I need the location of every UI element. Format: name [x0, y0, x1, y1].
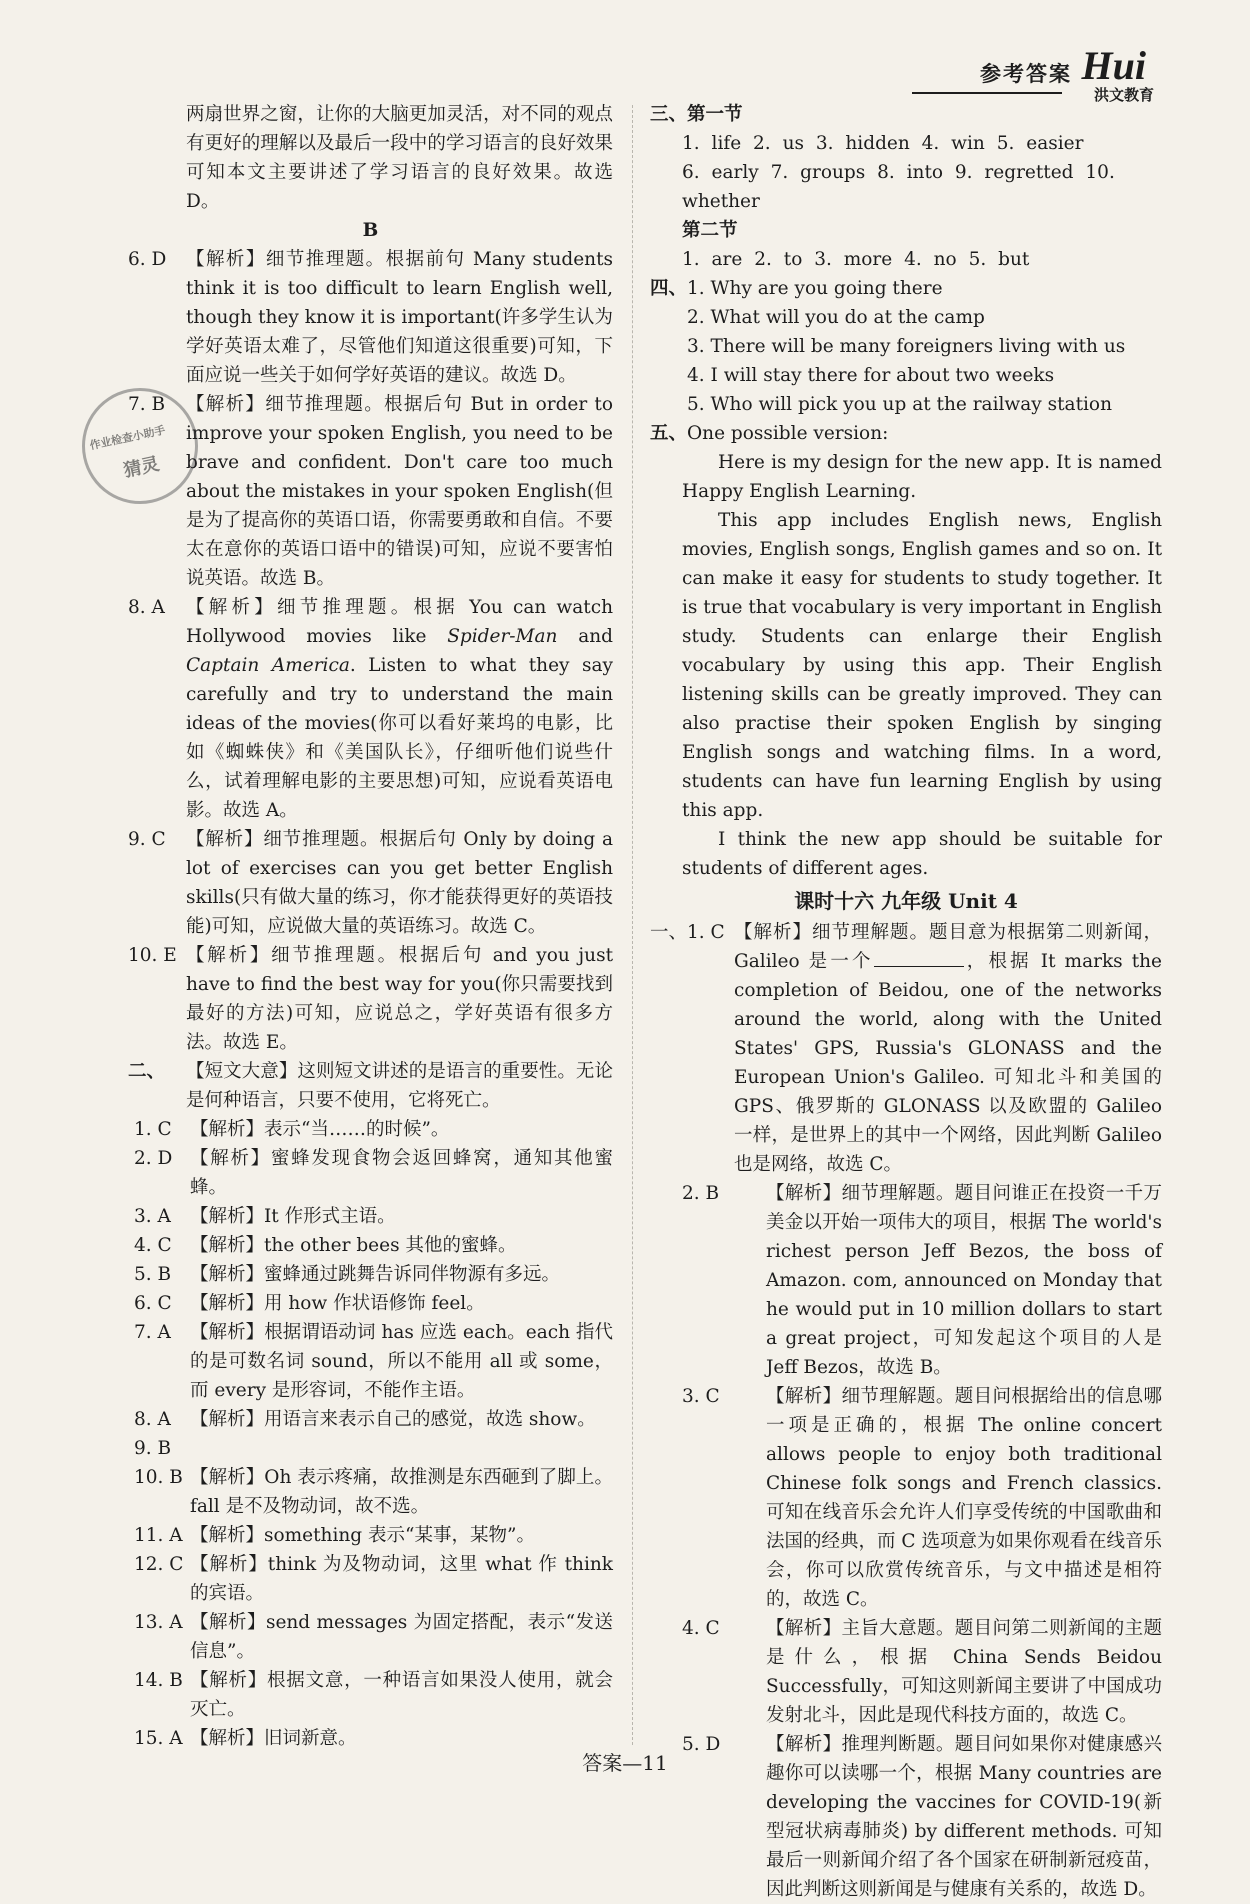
answer-number: 5. B [134, 1264, 172, 1285]
answer-number: 3. C [682, 1386, 720, 1407]
section-4-sentence: 2. What will you do at the camp [687, 307, 985, 328]
answer-number: 15. A [134, 1728, 183, 1749]
reference-answer-title: 参考答案 [980, 61, 1072, 86]
section-4-label: 四、 [650, 278, 688, 299]
cloze-answer-item [128, 1608, 613, 1666]
answer-number: 5. D [682, 1734, 721, 1755]
answer-number: 12. C [134, 1554, 184, 1575]
essay-paragraph-2: This app includes English news, English movies, English songs, English games and so on. It can make it easy for students to study together. It is true that vocabulary is very important in English study. Students can enlarge their English vocabulary by using this app. Their English listening skills can be greatly improved. They can also practise their spoken English by singing English songs and watching films. In a word, students can have fun learning English by using this app. [682, 510, 1162, 821]
section-b-heading: B [362, 220, 379, 241]
answer-explanation: 【解析】think 为及物动词，这里 what 作 think 的宾语。 [190, 1554, 613, 1604]
column-divider [632, 105, 633, 1745]
answer-number: 7. A [134, 1322, 171, 1343]
answer-explanation: 【解析】细节理解题。题目问根据给出的信息哪一项是正确的，根据 The online concert allows people to enjoy both traditional Chinese folk songs and French classics. 可知在线音乐会允许人们享受传统的中国歌曲和法国的经典，而 C 选项意为如果你观看在线音乐会，你可以欣赏传统音乐，与文中描述是相符的，故选 C。 [766, 1386, 1162, 1610]
cloze-answer-item [128, 1550, 613, 1608]
section-5-label: 五、 [650, 423, 688, 444]
q8-text-b: . Listen to what they say carefully and try to understand the main ideas of the movies(你可以看好莱坞的电影，比如《蜘蛛侠》和《美国队长》，仔细听他们说些什么，试着理解电影的主要思想)可知，应说看英语电影。故选 A。 [186, 655, 613, 821]
section-2-summary [128, 1057, 613, 1115]
answer-explanation: 【解析】细节推理题。根据后句 and you just have to find the best way for you(你只需要找到最好的方法)可知，应说总之，学好英语有很多方法。故选 E。 [186, 945, 613, 1053]
left-column [128, 100, 613, 1753]
answer-number: 6. C [134, 1293, 172, 1314]
answer-number: 7. B [128, 394, 166, 415]
unit-answer-item [650, 918, 1162, 1179]
answer-explanation: 【解析】something 表示“某事，某物”。 [190, 1525, 535, 1546]
answer-number: 13. A [134, 1612, 183, 1633]
cloze-answer-item [128, 1666, 613, 1724]
right-column [650, 100, 1162, 1904]
essay-paragraph-3: I think the new app should be suitable for students of different ages. [682, 829, 1162, 879]
cloze-answer-item [128, 1144, 613, 1202]
section-2-label: 二、 [128, 1061, 166, 1082]
answer-number: 3. A [134, 1206, 171, 1227]
section-3-answers-row1: 1. life 2. us 3. hidden 4. win 5. easier [682, 133, 1084, 154]
answer-explanation: 【解析】根据文意，一种语言如果没人使用，就会灭亡。 [190, 1670, 613, 1720]
movie-title-captain-america: Captain America [186, 655, 350, 676]
answer-explanation [190, 1434, 613, 1463]
answer-number: 2. D [134, 1148, 173, 1169]
answer-explanation: 【解析】推理判断题。题目问如果你对健康感兴趣你可以读哪一个，根据 Many countries are developing the vaccines for COVID-19(新型冠状病毒肺炎) by different methods. 可知最后一则新闻介绍了各个国家在研制新冠疫苗，因此判断这则新闻是与健康有关系的，故选 D。 [766, 1734, 1162, 1900]
cloze-answer-item [128, 1202, 613, 1231]
intro-paragraph: 两扇世界之窗，让你的大脑更加灵活，对不同的观点有更好的理解以及最后一段中的学习语言的良好效果可知本文主要讲述了学习语言的良好效果。故选 D。 [186, 104, 613, 212]
answer-number-text: 1. C [687, 922, 725, 943]
answer-explanation: 【解析】蜜蜂发现食物会返回蜂窝，通知其他蜜蜂。 [190, 1148, 613, 1198]
answer-number: 9. B [134, 1438, 172, 1459]
essay [650, 448, 1162, 883]
answer-explanation: 【解析】细节理解题。题目问谁正在投资一千万美金以开始一项伟大的项目，根据 The world's richest person Jeff Bezos, the boss of Amazon. com, announced on Monday that he would put in 10 million dollars to start a great project，可知发起这个项目的人是 Jeff Bezos，故选 B。 [766, 1183, 1162, 1378]
answer-number: 1. C [134, 1119, 172, 1140]
section-2-summary-text: 【短文大意】这则短文讲述的是语言的重要性。无论是何种语言，只要不使用，它将死亡。 [186, 1061, 613, 1111]
page-header [912, 43, 1172, 104]
cloze-answer-item [128, 1521, 613, 1550]
stamp-text-line2: 猜灵 [121, 453, 162, 482]
cloze-answer-item [128, 1289, 613, 1318]
answer-explanation: 【解析】Oh 表示疼痛，故推测是东西砸到了脚上。fall 是不及物动词，故不选。 [190, 1467, 613, 1517]
answer-number: 4. C [682, 1618, 720, 1639]
answer-item [128, 825, 613, 941]
answer-number: 6. D [128, 249, 167, 270]
answer-explanation: 【解析】细节推理题。根据后句 Only by doing a lot of exercises can you get better English skills(只有做大量的练习，你才能获得更好的英语技能)可知，应说做大量的英语练习。故选 C。 [186, 829, 613, 937]
cloze-answer-item [128, 1115, 613, 1144]
section-1-label: 一、 [650, 922, 688, 943]
answer-explanation: 【解析】根据谓语动词 has 应选 each。each 指代的是可数名词 sound，所以不能用 all 或 some，而 every 是形容词，不能作主语。 [190, 1322, 613, 1401]
brand-logo: Hui [1081, 43, 1146, 88]
section-5 [650, 419, 1162, 448]
answer-number: 4. C [134, 1235, 172, 1256]
cloze-answer-item [128, 1231, 613, 1260]
answer-explanation: 【解析】主旨大意题。题目问第二则新闻的主题是什么，根据 China Sends Beidou Successfully，可知这则新闻主要讲了中国成功发射北斗，因此是现代科技方面的，故选 C。 [766, 1618, 1162, 1726]
answer-explanation [186, 593, 613, 825]
answer-explanation: 【解析】the other bees 其他的蜜蜂。 [190, 1235, 517, 1256]
answer-explanation [734, 918, 1162, 1179]
stamp-text-line1: 作业检查小助手 [88, 423, 167, 453]
unit-answer-item [650, 1382, 1162, 1614]
brand-name: 洪文教育 [1093, 86, 1154, 104]
essay-paragraph-1: Here is my design for the new app. It is named Happy English Learning. [682, 452, 1162, 502]
answer-explanation: 【解析】It 作形式主语。 [190, 1206, 396, 1227]
answer-number: 10. B [134, 1467, 183, 1488]
answer-explanation: 【解析】旧词新意。 [190, 1728, 357, 1749]
section-4-sentence: 1. Why are you going there [687, 278, 943, 299]
answer-item [128, 245, 613, 390]
answer-explanation: 【解析】蜜蜂通过跳舞告诉同伴物源有多远。 [190, 1264, 561, 1285]
answer-explanation: 【解析】细节推理题。根据前句 Many students think it is too difficult to learn English well, though they know it is important(许多学生认为学好英语太难了，尽管他们知道这很重要)可知，下面应说一些关于如何学好英语的建议。故选 D。 [186, 249, 613, 386]
page-footer: 答案—11 [582, 1751, 668, 1775]
cloze-answer-list [128, 1115, 613, 1753]
movie-title-spiderman: Spider-Man [447, 626, 558, 647]
unit-title: 课时十六 九年级 Unit 4 [794, 889, 1018, 913]
section-4-sentence: 4. I will stay there for about two weeks [687, 365, 1055, 386]
answer-item [128, 390, 613, 593]
answer-number: 10. E [128, 945, 177, 966]
section-5-heading: One possible version: [687, 423, 889, 444]
section-3-heading: 三、第一节 [650, 104, 743, 125]
section-3-answers-row3: 1. are 2. to 3. more 4. no 5. but [682, 249, 1030, 270]
q1-text-b: ，根据 It marks the completion of Beidou, one of the networks around the world, along with the United States' GPS, Russia's GLONASS and the European Union's Galileo. 可知北斗和美国的 GPS、俄罗斯的 GLONASS 以及欧盟的 Galileo 一样，是世界上的其中一个网络，因此判断 Galileo 也是网络，故选 C。 [734, 951, 1162, 1175]
q8-and: and [578, 626, 613, 647]
cloze-answer-item [128, 1260, 613, 1289]
answer-number: 14. B [134, 1670, 183, 1691]
header-rule [912, 92, 1062, 94]
section-4-sentence: 5. Who will pick you up at the railway station [687, 394, 1112, 415]
unit-answer-item [650, 1179, 1162, 1382]
answer-explanation: 【解析】细节推理题。根据后句 But in order to improve your spoken English, you need to be brave and confident. Don't care too much about the mistakes in your spoken English(但是为了提高你的英语口语，你需要勇敢和自信。不要太在意你的英语口语中的错误)可知，应说不要害怕说英语。故选 B。 [186, 394, 613, 589]
answer-item [128, 941, 613, 1057]
answer-number: 9. C [128, 829, 166, 850]
answer-number: 11. A [134, 1525, 183, 1546]
answer-number [650, 918, 734, 1179]
answer-blank [874, 948, 964, 967]
answer-number: 2. B [682, 1183, 720, 1204]
section-3-answers-row2: 6. early 7. groups 8. into 9. regretted 10. whether [682, 162, 1115, 212]
answer-explanation: 【解析】send messages 为固定搭配，表示“发送信息”。 [190, 1612, 613, 1662]
answer-number: 8. A [134, 1409, 171, 1430]
section-3-part2-heading: 第二节 [682, 220, 738, 241]
answer-explanation: 【解析】表示“当……的时候”。 [190, 1119, 450, 1140]
answer-item [128, 593, 613, 825]
answer-explanation: 【解析】用 how 作状语修饰 feel。 [190, 1293, 485, 1314]
cloze-answer-item [128, 1463, 613, 1521]
section-4-sentence: 3. There will be many foreigners living with us [687, 336, 1126, 357]
q1-text-a: 【解析】细节理解题。题目意为根据第二则新闻，Galileo 是一个 [734, 922, 1162, 972]
answer-number: 8. A [128, 597, 165, 618]
cloze-answer-item [128, 1318, 613, 1405]
q8-text-a: 【解析】细节推理题。根据 You can watch Hollywood movies like [186, 597, 613, 647]
answer-explanation: 【解析】用语言来表示自己的感觉，故选 show。 [190, 1409, 596, 1430]
unit-answer-item [650, 1614, 1162, 1730]
section-4-sentence-list [687, 274, 1162, 419]
section-4 [650, 274, 1162, 419]
cloze-answer-item [128, 1434, 613, 1463]
cloze-answer-item [128, 1405, 613, 1434]
